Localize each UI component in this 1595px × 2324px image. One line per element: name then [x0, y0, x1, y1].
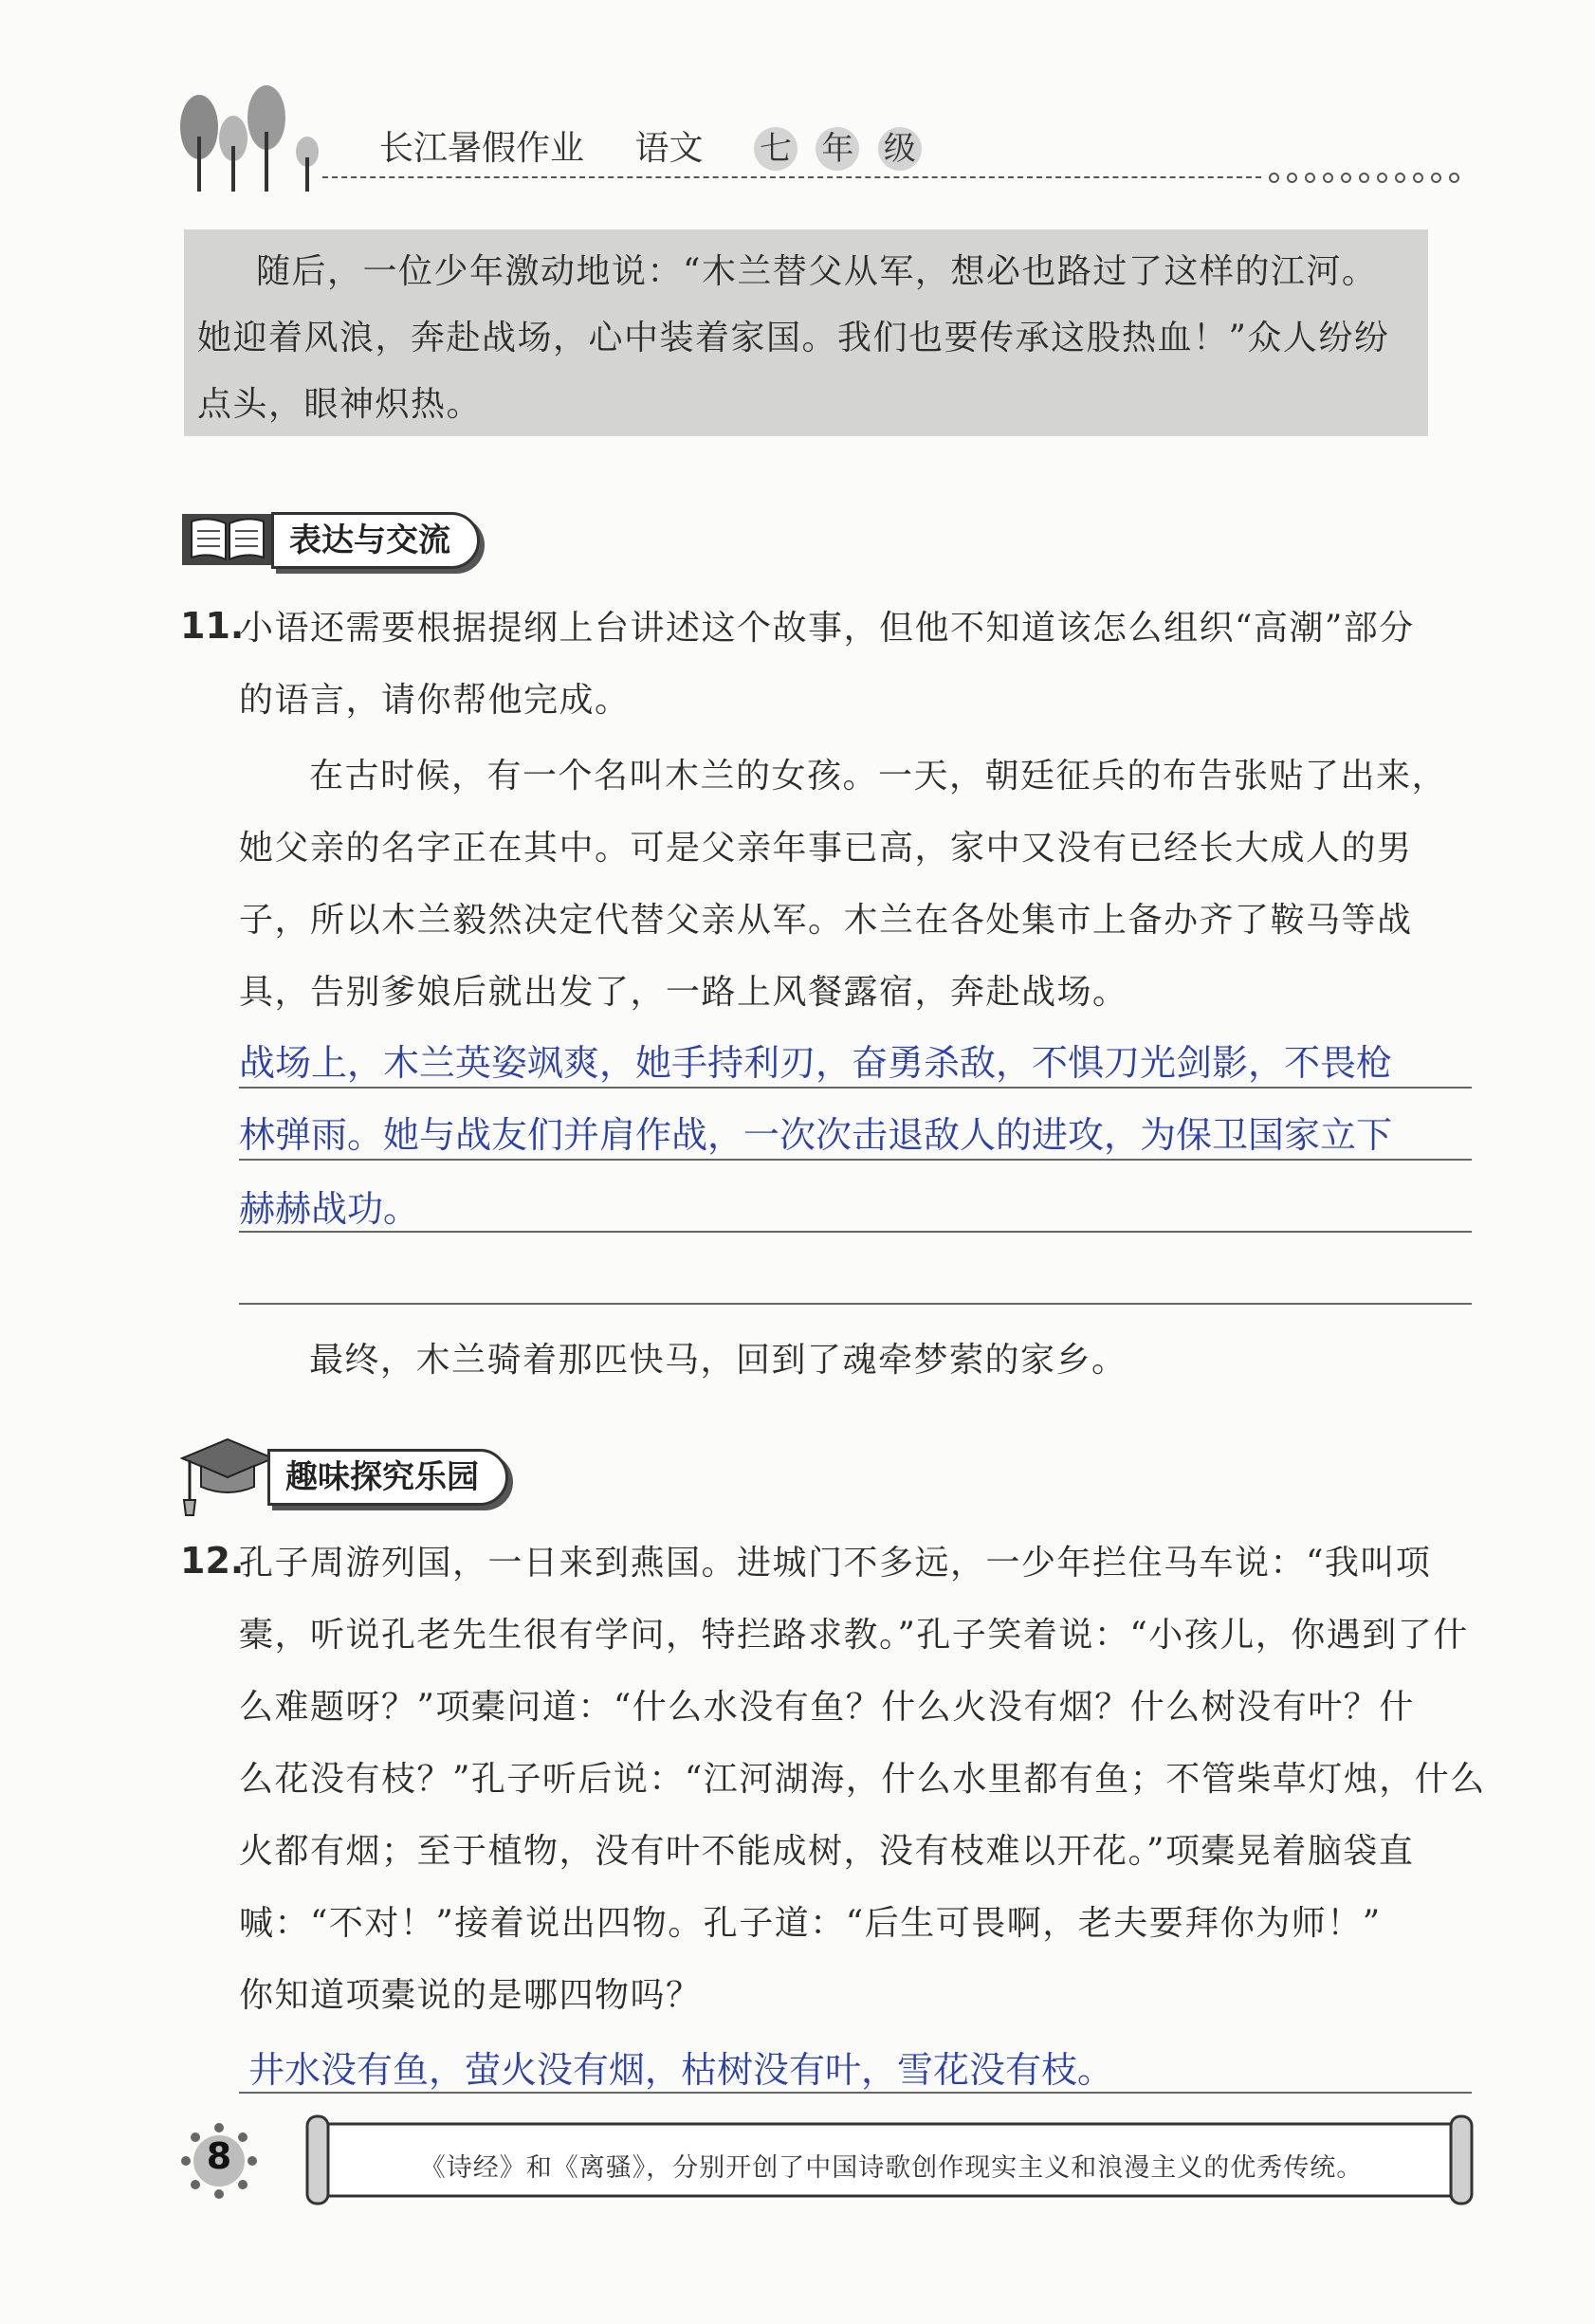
header-dots-decoration: [1269, 169, 1467, 184]
answer-line: 井水没有鱼，萤火没有烟，枯树没有叶，雪花没有枝。: [248, 2049, 1114, 2091]
grade-label: [754, 129, 929, 168]
question-prompt-line: 的语言，请你帮他完成。: [239, 681, 631, 720]
book-title: 长江暑假作业: [379, 129, 585, 168]
writing-rule: [239, 1231, 1472, 1233]
passage-line: 橐，听说孔老先生很有学问，特拦路求教。”孔子笑着说：“小孩儿，你遇到了什: [239, 1616, 1469, 1655]
answer-line: 林弹雨。她与战友们并肩作战，一次次击退敌人的进攻，为保卫国家立下: [239, 1114, 1393, 1156]
question-number: 12.: [180, 1540, 245, 1582]
story-line: 她父亲的名字正在其中。可是父亲年事已高，家中又没有已经长大成人的男: [239, 829, 1413, 868]
section-banner-expression: [180, 504, 522, 571]
section-title: 表达与交流: [271, 512, 480, 569]
story-line: 子，所以木兰毅然决定代替父亲从军。木兰在各处集市上备办齐了鞍马等战: [239, 901, 1413, 940]
passage-line: 么难题呀？”项橐问道：“什么水没有鱼？什么火没有烟？什么树没有叶？什: [239, 1688, 1415, 1727]
quote-line: 随后，一位少年激动地说：“木兰替父从军，想必也路过了这样的江河。: [256, 252, 1378, 291]
header-title: [379, 121, 969, 171]
trees-logo-icon: [178, 80, 330, 193]
question-number: 11.: [180, 605, 245, 647]
answer-line: 赫赫战功。: [239, 1188, 420, 1230]
section-banner-exploration: [180, 1441, 559, 1508]
question-text: 你知道项橐说的是哪四物吗？: [239, 1976, 702, 2015]
writing-rule: [239, 1159, 1472, 1161]
writing-rule: [239, 1087, 1472, 1089]
question-prompt-line: 小语还需要根据提纲上台讲述这个故事，但他不知道该怎么组织“高潮”部分: [239, 609, 1415, 648]
writing-rule: [239, 1303, 1472, 1305]
page-number: 8: [206, 2135, 232, 2177]
answer-line: 战场上，木兰英姿飒爽，她手持利刃，奋勇杀敌，不惧刀光剑影，不畏枪: [239, 1042, 1393, 1084]
quote-line: 点头，眼神炽热。: [197, 385, 483, 424]
passage-line: 火都有烟；至于植物，没有叶不能成树，没有枝难以开花。”项橐晃着脑袋直: [239, 1832, 1415, 1871]
open-book-icon: [180, 510, 275, 567]
grade-char: 级: [878, 127, 922, 171]
grade-char: 年: [816, 127, 859, 171]
passage-line: 么花没有枝？”孔子听后说：“江河湖海，什么水里都有鱼；不管柴草灯烛，什么: [239, 1760, 1486, 1799]
passage-line: 孔子周游列国，一日来到燕国。进城门不多远，一少年拦住马车说：“我叫项: [239, 1544, 1432, 1583]
story-ending: 最终，木兰骑着那匹快马，回到了魂牵梦萦的家乡。: [309, 1341, 1128, 1380]
section-title: 趣味探究乐园: [267, 1449, 508, 1506]
grade-char: 七: [754, 127, 798, 171]
quote-box: [184, 229, 1428, 436]
story-line: 在古时候，有一个名叫木兰的女孩。一天，朝廷征兵的布告张贴了出来，: [309, 757, 1448, 796]
quote-line: 她迎着风浪，奔赴战场，心中装着家国。我们也要传承这股热血！”众人纷纷: [197, 319, 1390, 357]
header-divider: [322, 176, 1261, 178]
footer-note: 《诗经》和《离骚》，分别开创了中国诗歌创作现实主义和浪漫主义的优秀传统。: [419, 2153, 1364, 2183]
graduation-cap-icon: [180, 1434, 275, 1519]
passage-line: 喊：“不对！”接着说出四物。孔子道：“后生可畏啊，老夫要拜你为师！”: [239, 1904, 1382, 1943]
story-line: 具，告别爹娘后就出发了，一路上风餐露宿，奔赴战场。: [239, 973, 1128, 1012]
subject-label: 语文: [634, 129, 704, 168]
writing-rule: [239, 2092, 1472, 2094]
